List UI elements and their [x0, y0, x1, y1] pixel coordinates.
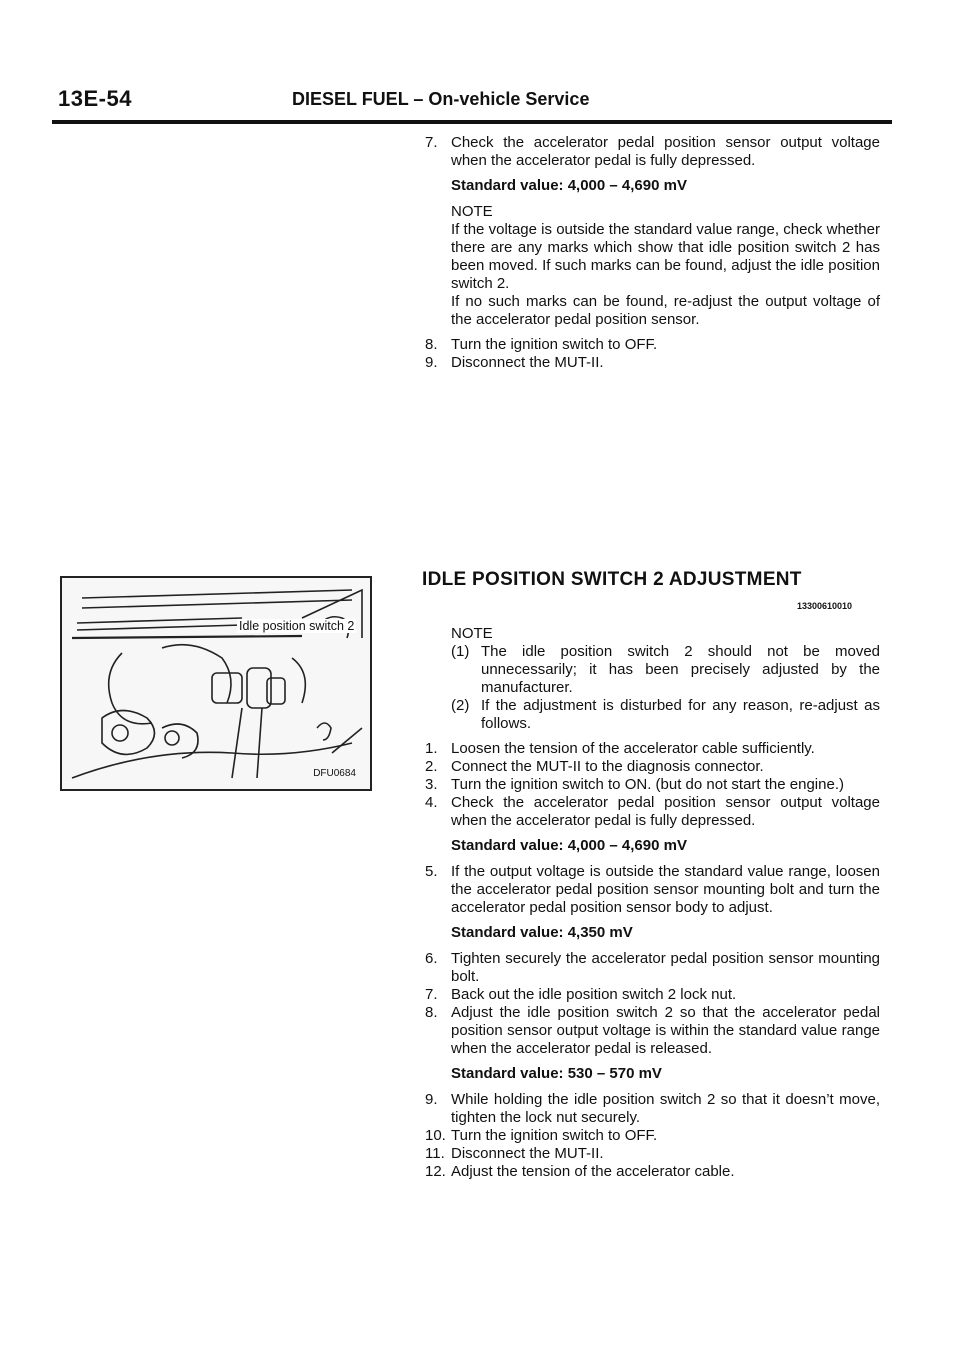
note-label: NOTE: [451, 625, 493, 642]
standard-value: Standard value: 4,000 – 4,690 mV: [451, 177, 687, 194]
list-item: 1. Loosen the tension of the accelerator cable sufficiently.: [425, 740, 815, 757]
list-item: 7. Back out the idle position switch 2 lock nut.: [425, 986, 737, 1003]
adjustment-procedure: [425, 625, 880, 1181]
engine-figure: [60, 576, 372, 791]
note-text: If the voltage is outside the standard value range, check whether there are any marks which show that idle position switch 2 has been moved. If such marks can be found, adjust the idle position switch 2.: [451, 221, 880, 292]
section-title: DIESEL FUEL – On-vehicle Service: [292, 89, 590, 109]
note-item: (1) The idle position switch 2 should not be moved unnecessarily; it has been precisely adjusted by the manufacturer.: [451, 643, 880, 696]
list-item: 9. Disconnect the MUT-II.: [425, 354, 604, 371]
figure-callout: Idle position switch 2: [239, 619, 355, 633]
list-item: 10. Turn the ignition switch to OFF.: [425, 1127, 658, 1144]
list-item: 5. If the output voltage is outside the standard value range, loosen the accelerator pedal position sensor mounting bolt and turn the accelerator pedal position sensor body to adjust.: [425, 863, 880, 916]
list-item: 11. Disconnect the MUT-II.: [425, 1145, 604, 1162]
note-label: NOTE: [451, 203, 493, 220]
list-item: 3. Turn the ignition switch to ON. (but do not start the engine.): [425, 776, 844, 793]
list-item: 4. Check the accelerator pedal position sensor output voltage when the accelerator pedal is fully depressed.: [425, 794, 880, 829]
list-item: 2. Connect the MUT-II to the diagnosis connector.: [425, 758, 764, 775]
list-item: 8. Adjust the idle position switch 2 so that the accelerator pedal position sensor output voltage is within the standard value range when the accelerator pedal is released.: [425, 1004, 880, 1057]
engine-illustration: [62, 578, 370, 789]
list-item: 8. Turn the ignition switch to OFF.: [425, 336, 658, 353]
reference-code: 13300610010: [797, 601, 853, 611]
list-item: 6. Tighten securely the accelerator pedal position sensor mounting bolt.: [425, 950, 880, 985]
list-item: 7. Check the accelerator pedal position sensor output voltage when the accelerator pedal is fully depressed.: [425, 134, 880, 169]
figure-code: DFU0684: [313, 768, 356, 779]
note-item: (2) If the adjustment is disturbed for any reason, re-adjust as follows.: [451, 697, 880, 732]
list-item: 9. While holding the idle position switch 2 so that it doesn’t move, tighten the lock nut securely.: [425, 1091, 880, 1126]
section-heading: IDLE POSITION SWITCH 2 ADJUSTMENT: [422, 569, 802, 590]
standard-value: Standard value: 530 – 570 mV: [451, 1065, 662, 1082]
page-header: [52, 84, 892, 124]
standard-value: Standard value: 4,000 – 4,690 mV: [451, 837, 687, 854]
top-procedure: [425, 134, 880, 372]
page-number: 13E-54: [58, 86, 132, 111]
list-item: 12. Adjust the tension of the accelerator cable.: [425, 1163, 735, 1180]
standard-value: Standard value: 4,350 mV: [451, 924, 633, 941]
note-text: If no such marks can be found, re-adjust the output voltage of the accelerator pedal position sensor.: [451, 293, 880, 328]
